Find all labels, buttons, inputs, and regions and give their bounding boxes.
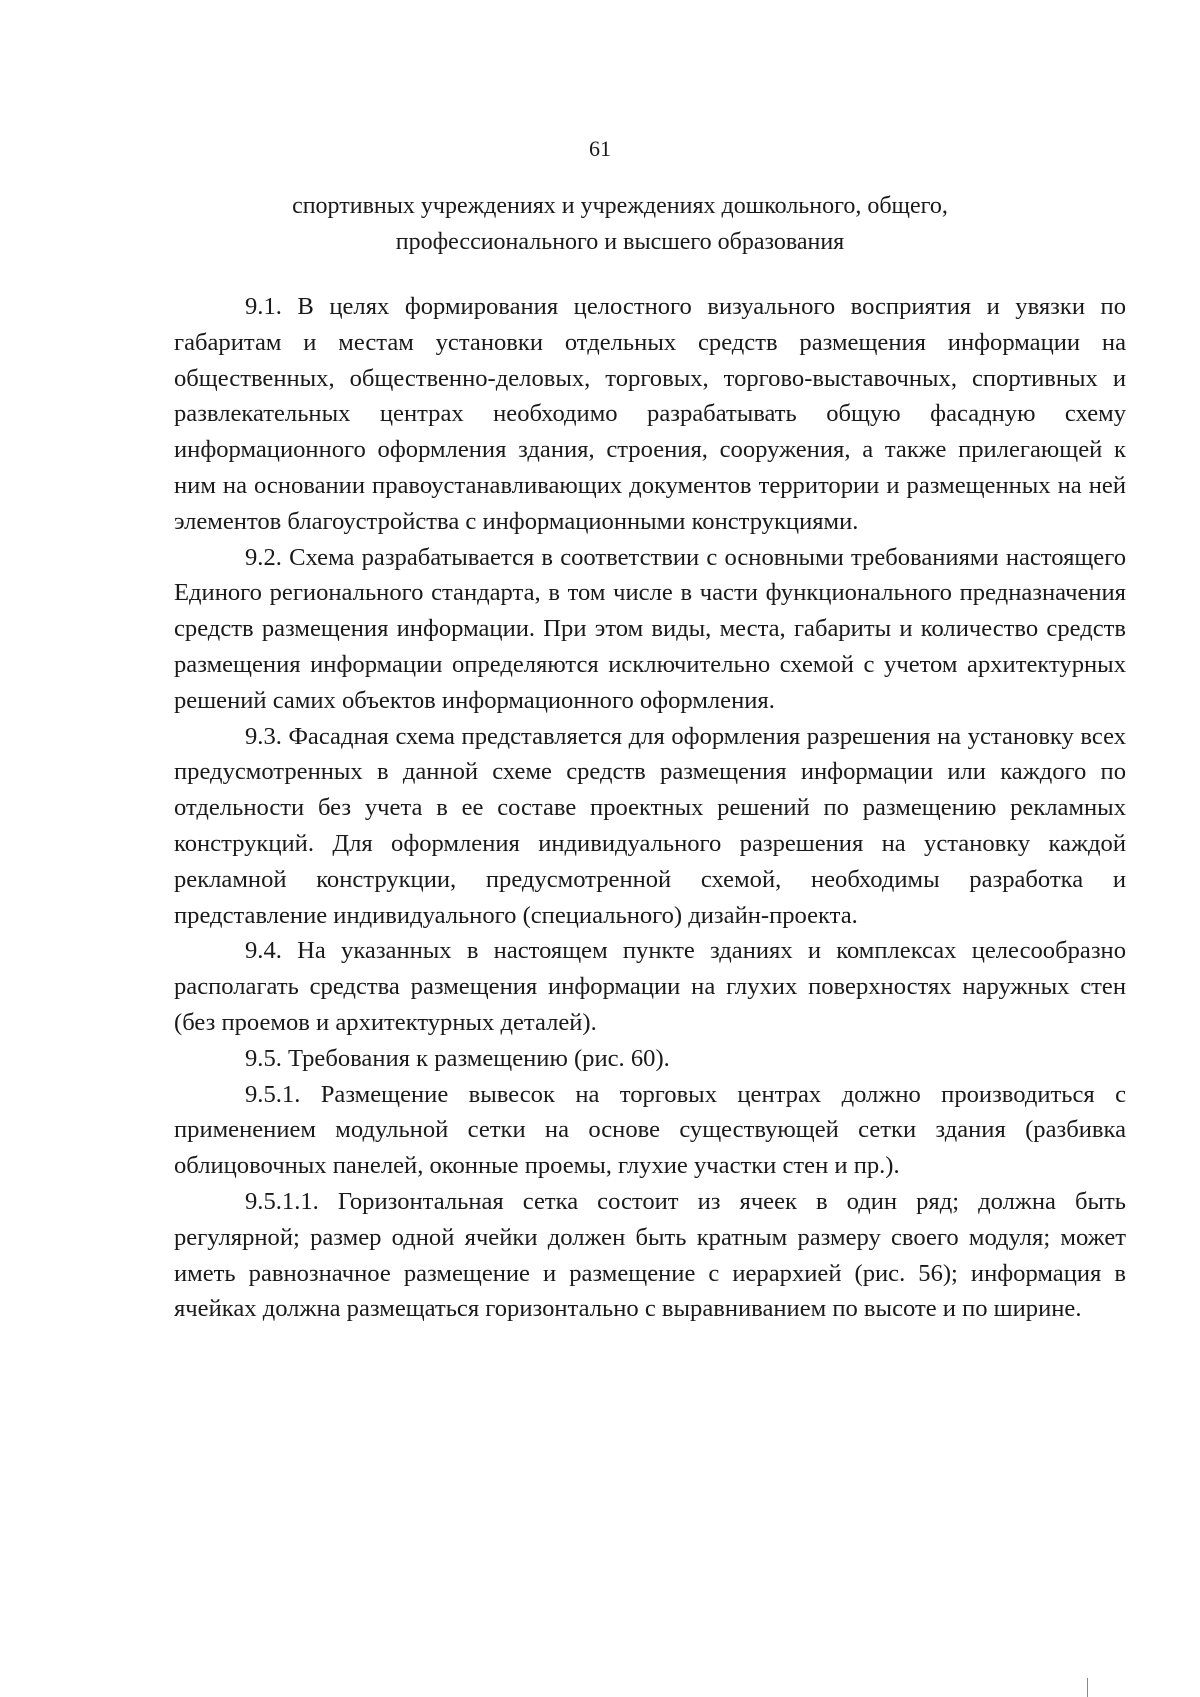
section-heading-line-2: профессионального и высшего образования [395, 229, 845, 255]
paragraph-9-2: 9.2. Схема разрабатывается в соответствии с основными требованиями настоящего Единого регионального стандарта, в том числе в части функционального предназначения средств размещения информации. При этом виды, места, габариты и количество средств размещения информации определяются исключительно схемой с учетом архитектурных решений самих объектов информационного оформления. [174, 543, 1126, 714]
section-heading [240, 188, 1000, 260]
page-number: 61 [589, 136, 611, 161]
paragraph-9-4: 9.4. На указанных в настоящем пункте зданиях и комплексах целесообразно располагать средства размещения информации на глухих поверхностях наружных стен (без проемов и архитектурных деталей). [174, 937, 1126, 1036]
paragraph-9-1: 9.1. В целях формирования целостного визуального восприятия и увязки по габаритам и местам установки отдельных средств размещения информации на общественных, общественно-деловых, торговых, торгово-выставочных, спортивных и развлекательных центрах необходимо разрабатывать общую фасадную схему информационного оформления здания, строения, сооружения, а также прилегающей к ним на основании правоустанавливающих документов территории и размещенных на ней элементов благоустройства с информационными конструкциями. [174, 293, 1126, 535]
section-heading-line-1: спортивных учреждениях и учреждениях дошкольного, общего, [292, 193, 948, 219]
scan-edge-mark [1087, 1678, 1088, 1697]
paragraph-9-5-1-1: 9.5.1.1. Горизонтальная сетка состоит из ячеек в один ряд; должна быть регулярной; размер одной ячейки должен быть кратным размеру своего модуля; может иметь равнозначное размещение и размещение с иерархией (рис. 56); информация в ячейках должна размещаться горизонтально с выравниванием по высоте и по ширине. [174, 1187, 1126, 1323]
document-body [174, 289, 1126, 1327]
paragraph-9-5-1: 9.5.1. Размещение вывесок на торговых центрах должно производиться с применением модульной сетки на основе существующей сетки здания (разбивка облицовочных панелей, оконные проемы, глухие участки стен и пр.). [174, 1080, 1126, 1180]
paragraph-9-5: 9.5. Требования к размещению (рис. 60). [245, 1044, 670, 1072]
paragraph-9-3: 9.3. Фасадная схема представляется для оформления разрешения на установку всех предусмотренных в данной схеме средств размещения информации или каждого по отдельности без учета в ее составе проектных решений по размещению рекламных конструкций. Для оформления индивидуального разрешения на установку каждой рекламной конструкции, предусмотренной схемой, необходимы разработка и представление индивидуального (специального) дизайн-проекта. [174, 722, 1126, 929]
